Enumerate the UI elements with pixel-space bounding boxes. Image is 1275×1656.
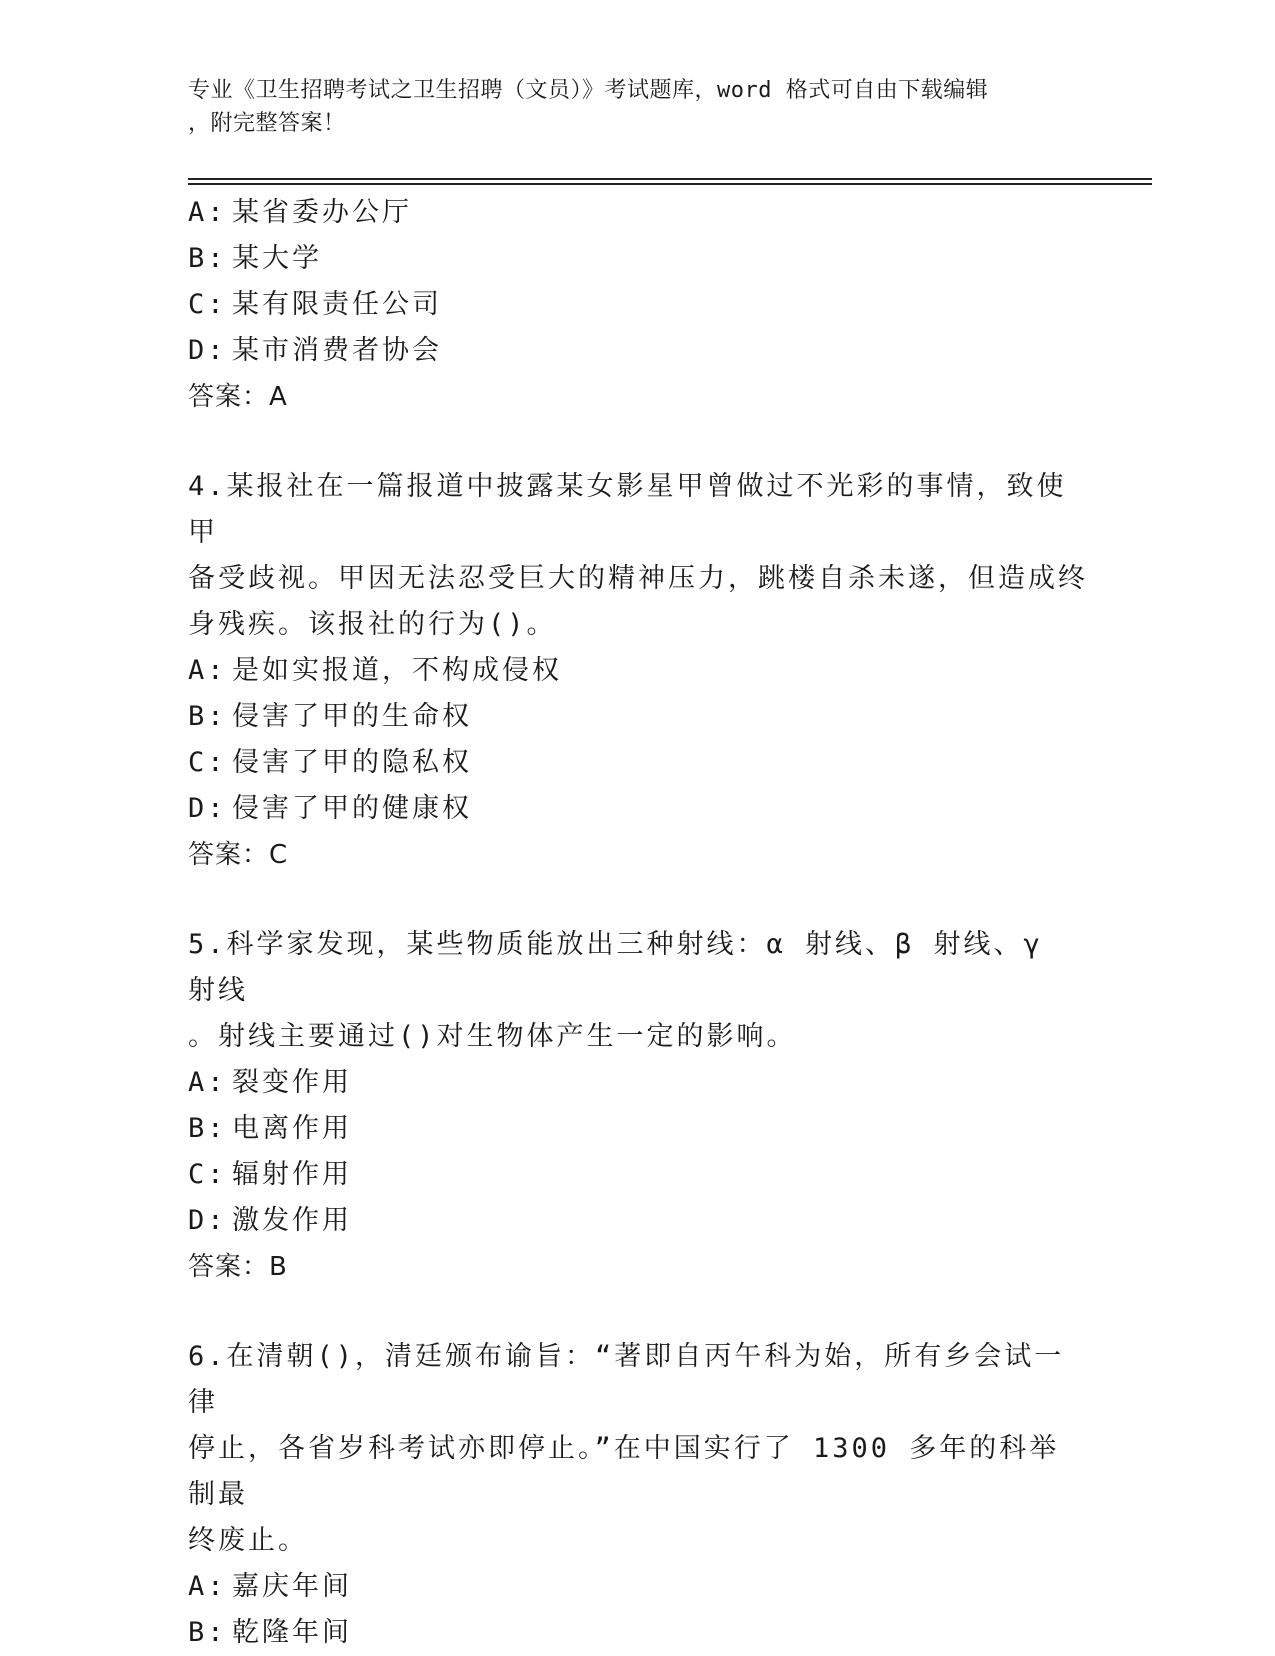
option-a	[188, 1564, 1088, 1610]
question-list	[188, 190, 1088, 1656]
option-label: C:	[188, 289, 227, 320]
stem-line: 停止，各省岁科考试亦即停止。”在中国实行了 1300 多年的科举制最	[188, 1433, 1060, 1510]
option-text: 激发作用	[232, 1205, 352, 1236]
option-a	[188, 190, 1088, 236]
option-label: B:	[188, 243, 227, 274]
stem-line: 6.在清朝()，清廷颁布谕旨：“著即自丙午科为始，所有乡会试一律	[188, 1341, 1065, 1418]
option-text: 某省委办公厅	[232, 197, 412, 228]
header-rule-bottom	[188, 183, 1152, 185]
option-text: 电离作用	[232, 1113, 352, 1144]
option-d	[188, 1198, 1088, 1244]
option-text: 某市消费者协会	[232, 335, 442, 366]
question-3	[188, 190, 1088, 420]
option-a	[188, 648, 1088, 694]
option-text: 乾隆年间	[232, 1617, 352, 1648]
option-text: 是如实报道，不构成侵权	[232, 655, 562, 686]
option-label: D:	[188, 1205, 227, 1236]
option-text: 侵害了甲的隐私权	[232, 747, 472, 778]
answer-line: 答案：A	[188, 382, 288, 412]
question-stem	[188, 1334, 1088, 1564]
stem-line: 5.科学家发现，某些物质能放出三种射线：α 射线、β 射线、γ 射线	[188, 929, 1043, 1006]
option-label: D:	[188, 335, 227, 366]
option-label: A:	[188, 197, 227, 228]
option-c	[188, 740, 1088, 786]
header-line-1: 专业《卫生招聘考试之卫生招聘（文员）》考试题库，word 格式可自由下载编辑	[188, 78, 989, 103]
option-label: A:	[188, 1067, 227, 1098]
option-text: 某大学	[232, 243, 322, 274]
option-b	[188, 1106, 1088, 1152]
option-d	[188, 786, 1088, 832]
option-c	[188, 1152, 1088, 1198]
option-text: 侵害了甲的生命权	[232, 701, 472, 732]
question-4	[188, 464, 1088, 878]
stem-line: 4.某报社在一篇报道中披露某女影星甲曾做过不光彩的事情，致使甲	[188, 471, 1067, 548]
option-text: 嘉庆年间	[232, 1571, 352, 1602]
option-label: A:	[188, 1571, 227, 1602]
option-label: D:	[188, 793, 227, 824]
question-5	[188, 922, 1088, 1290]
option-label: A:	[188, 655, 227, 686]
option-label: B:	[188, 701, 227, 732]
header-rule-top	[188, 178, 1152, 180]
option-a	[188, 1060, 1088, 1106]
option-label: C:	[188, 1159, 227, 1190]
question-stem	[188, 464, 1088, 648]
stem-line: 备受歧视。甲因无法忍受巨大的精神压力，跳楼自杀未遂，但造成终	[188, 563, 1088, 594]
option-label: C:	[188, 747, 227, 778]
question-6	[188, 1334, 1088, 1656]
question-stem	[188, 922, 1088, 1060]
option-d	[188, 328, 1088, 374]
option-text: 侵害了甲的健康权	[232, 793, 472, 824]
answer-line: 答案：C	[188, 840, 289, 870]
stem-line: 身残疾。该报社的行为()。	[188, 609, 557, 640]
document-header	[188, 74, 1088, 140]
option-text: 裂变作用	[232, 1067, 352, 1098]
option-b	[188, 1610, 1088, 1656]
option-label: B:	[188, 1113, 227, 1144]
stem-line: 终废止。	[188, 1525, 308, 1556]
option-text: 某有限责任公司	[232, 289, 442, 320]
option-text: 辐射作用	[232, 1159, 352, 1190]
option-c	[188, 282, 1088, 328]
option-b	[188, 694, 1088, 740]
header-line-2: ，附完整答案！	[188, 111, 346, 136]
stem-line: 。射线主要通过()对生物体产生一定的影响。	[188, 1021, 797, 1052]
option-b	[188, 236, 1088, 282]
answer-line: 答案：B	[188, 1252, 288, 1282]
option-label: B:	[188, 1617, 227, 1648]
